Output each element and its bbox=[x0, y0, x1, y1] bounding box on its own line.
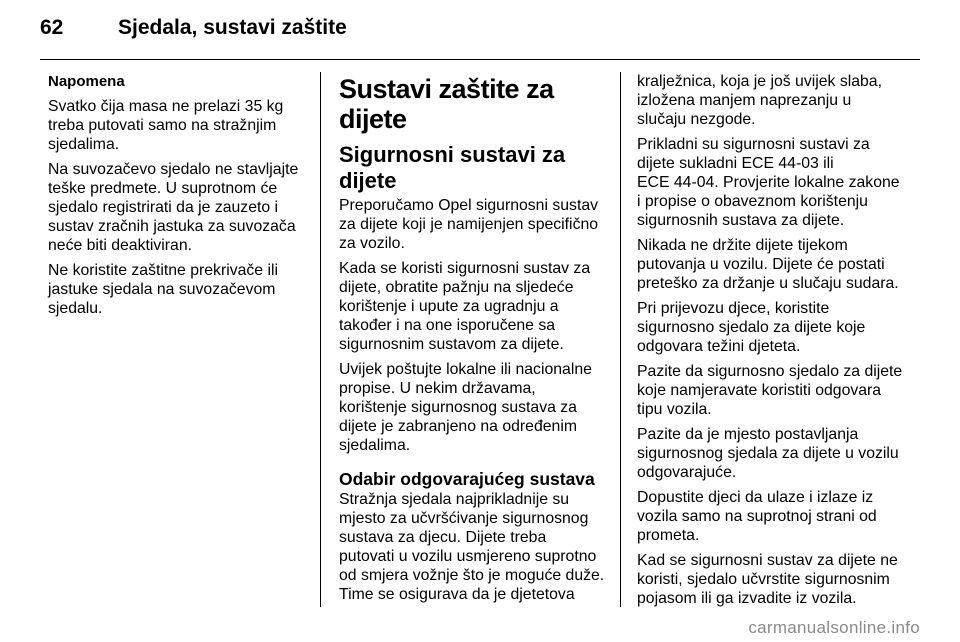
column-left bbox=[48, 72, 310, 324]
paragraph: kralježnica, koja je još uvijek slaba, izložena manjem naprezanju u slučaju nezgode. bbox=[637, 73, 882, 128]
paragraph: Kada se koristi sigurnosni sustav za dijete, obratite pažnju na sljedeće korištenje i upute za ugradnju a također i na one isporučene sa sigurnosnim sustavom za dijete. bbox=[339, 260, 591, 353]
subsection-heading: Odabir odgovarajućeg sustava bbox=[339, 469, 595, 489]
paragraph: Preporučamo Opel sigurnosni sustav za dijete koji je namijenjen specifično za vozilo. bbox=[339, 197, 599, 252]
paragraph: Pazite da je mjesto postavljanja sigurnosnog sjedala za dijete u vozilu odgovarajuće. bbox=[637, 426, 899, 481]
note-title: Napomena bbox=[48, 73, 125, 90]
page-number: 62 bbox=[40, 16, 64, 39]
watermark: carmanualsonline.info bbox=[748, 618, 920, 637]
column-divider bbox=[320, 72, 321, 607]
paragraph: Dopustite djeci da ulaze i izlaze iz vozila samo na suprotnoj strani od prometa. bbox=[637, 489, 877, 544]
paragraph: Uvijek poštujte lokalne ili nacionalne propise. U nekim državama, korištenje sigurnosnog sustava za dijete je zabranjeno na određenim sjedalima. bbox=[339, 361, 592, 454]
column-divider bbox=[620, 72, 621, 607]
paragraph: Pri prijevozu djece, koristite sigurnosno sjedalo za dijete koje odgovara težini djeteta. bbox=[637, 300, 866, 355]
paragraph: Stražnja sjedala najprikladnije su mjesto za učvršćivanje sigurnosnog sustava za djecu. Dijete treba putovati u vozilu usmjereno suprotno od smjera vožnje što je moguće duže. Time se osigurava da je djetetova bbox=[339, 491, 605, 603]
section-title: Sjedala, sustavi zaštite bbox=[118, 16, 347, 39]
paragraph: Kad se sigurnosni sustav za dijete ne koristi, sjedalo učvrstite sigurnosnim pojasom ili ga izvadite iz vozila. bbox=[637, 552, 898, 607]
paragraph: Prikladni su sigurnosni sustavi za dijete sukladni ECE 44-03 ili ECE 44-04. Provjerite lokalne zakone i propise o obaveznom korištenju sigurnosnih sustava za dijete. bbox=[637, 136, 900, 229]
section-heading: Sigurnosni sustavi za dijete bbox=[339, 142, 566, 193]
page-header bbox=[40, 16, 347, 46]
column-right bbox=[637, 72, 903, 614]
note-paragraph: Svatko čija masa ne prelazi 35 kg treba putovati samo na stražnjim sjedalima. bbox=[48, 98, 284, 153]
paragraph: Na suvozačevo sjedalo ne stavljajte teške predmete. U suprotnom će sjedalo registrirati da je zauzeto i sustav zračnih jastuka za suvozača neće biti deaktiviran. bbox=[48, 161, 299, 254]
column-middle bbox=[339, 74, 605, 610]
header-divider bbox=[40, 59, 920, 60]
paragraph: Ne koristite zaštitne prekrivače ili jastuke sjedala na suvozačevom sjedalu. bbox=[48, 262, 279, 317]
chapter-heading: Sustavi zaštite za dijete bbox=[339, 74, 554, 134]
paragraph: Nikada ne držite dijete tijekom putovanja u vozilu. Dijete će postati preteško za držanje u slučaju sudara. bbox=[637, 237, 899, 292]
paragraph: Pazite da sigurnosno sjedalo za dijete koje namjeravate koristiti odgovara tipu vozila. bbox=[637, 363, 903, 418]
